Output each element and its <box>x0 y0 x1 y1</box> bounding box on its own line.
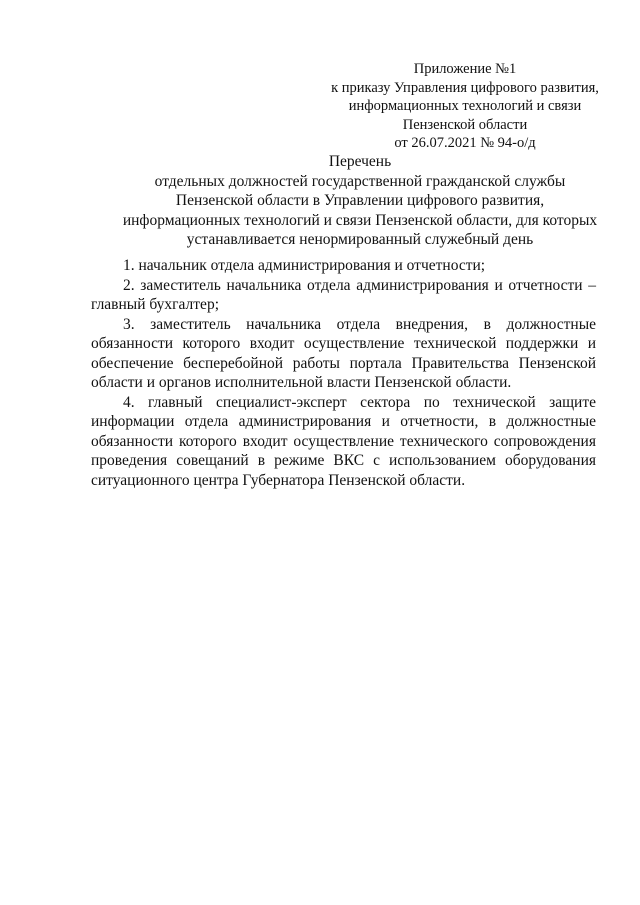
appendix-order-ref-cont: информационных технологий и связи <box>348 98 582 114</box>
list-item: 3. заместитель начальника отдела внедрения, в должностные обязанности которого входит осуществление технической поддержки и обеспечение бесперебойной работы портала Правительства Пензенской области и органов исполнительной власти Пензенской области. <box>91 315 596 391</box>
appendix-order-ref: к приказу Управления цифрового развития, <box>331 79 599 96</box>
appendix-number: Приложение №1 <box>413 61 517 77</box>
document-title <box>60 152 640 250</box>
title-line-heading: Перечень <box>328 153 392 170</box>
positions-list <box>91 256 596 490</box>
appendix-header <box>330 60 600 153</box>
title-line: устанавливается ненормированный служебный день <box>186 231 534 248</box>
list-item: 4. главный специалист-эксперт сектора по технической защите информации отдела администрирования и отчетности, в должностные обязанности которого входит осуществление технического сопровождения проведения совещаний в режиме ВКС с использованием оборудования ситуационного центра Губернатора Пензенской области. <box>91 393 596 489</box>
title-line: информационных технологий и связи Пензенской области, для которых <box>122 211 598 229</box>
list-item: 1. начальник отдела администрирования и отчетности; <box>123 257 486 274</box>
appendix-region: Пензенской области <box>402 116 528 133</box>
title-line: отдельных должностей государственной гражданской службы <box>154 172 566 190</box>
appendix-date: от 26.07.2021 № 94-о/д <box>394 135 536 151</box>
title-line: Пензенской области в Управлении цифрового развития, <box>175 192 545 209</box>
list-item: 2. заместитель начальника отдела администрирования и отчетности – главный бухгалтер; <box>91 276 596 313</box>
